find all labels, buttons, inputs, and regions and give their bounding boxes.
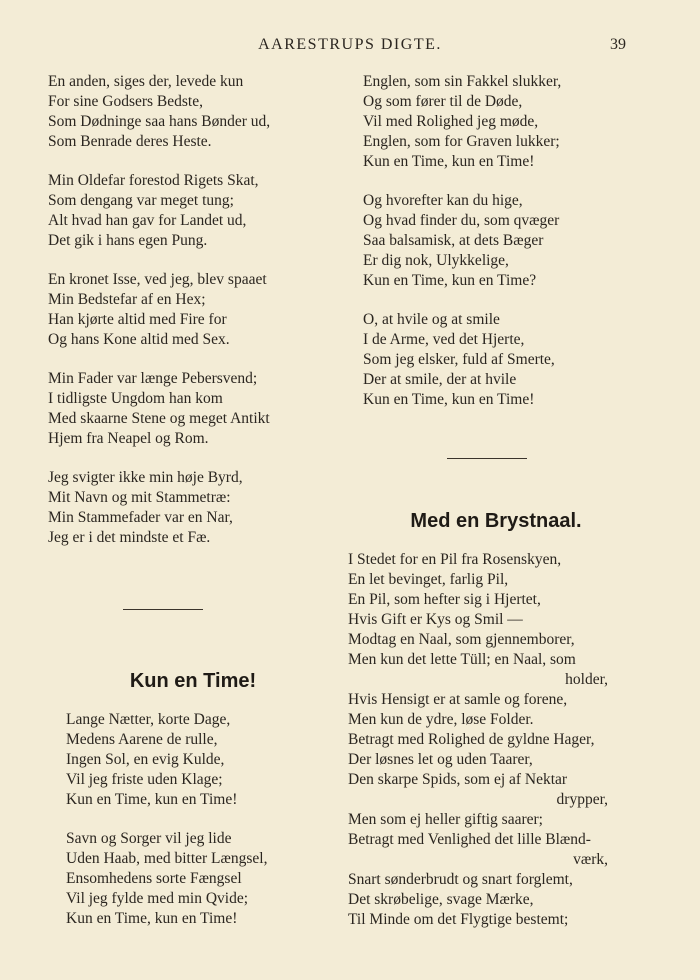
verse-line: Ensomhedens sorte Fængsel (66, 870, 242, 887)
verse-line: En anden, siges der, levede kun (48, 73, 244, 90)
brystnaal-poem (348, 550, 648, 930)
verse-line: Og som fører til de Døde, (363, 93, 523, 110)
page-number: 39 (610, 36, 626, 53)
verse-line: Er dig nok, Ulykkelige, (363, 252, 509, 269)
verse-line: Savn og Sorger vil jeg lide (66, 830, 232, 847)
verse-line: Som Dødninge saa hans Bønder ud, (48, 113, 271, 130)
verse-line: En kronet Isse, ved jeg, blev spaaet (48, 271, 267, 288)
verse-line: Kun en Time, kun en Time! (363, 153, 535, 170)
verse-line: Kun en Time, kun en Time! (66, 791, 238, 808)
verse-line: Hjem fra Neapel og Rom. (48, 430, 209, 447)
verse-line: Saa balsamisk, at dets Bæger (363, 232, 544, 249)
verse-line: Kun en Time, kun en Time! (66, 910, 238, 927)
verse-line: Englen, som for Graven lukker; (363, 133, 560, 150)
verse-line: Min Stammefader var en Nar, (48, 509, 233, 526)
verse-line: Vil jeg friste uden Klage; (66, 771, 223, 788)
verse-line: Kun en Time, kun en Time! (363, 391, 535, 408)
verse-line: Som Benrade deres Heste. (48, 133, 212, 150)
verse-line: Han kjørte altid med Fire for (48, 311, 227, 328)
verse-line: Med skaarne Stene og meget Antikt (48, 410, 270, 427)
verse-line: Kun en Time, kun en Time? (363, 272, 537, 289)
stanza (48, 72, 338, 152)
poem-title-kun-en-time: Kun en Time! (129, 670, 257, 692)
kun-en-time-right (363, 72, 663, 429)
verse-line: I de Arme, ved det Hjerte, (363, 331, 525, 348)
verse-line: Hvis Gift er Kys og Smil — (348, 611, 523, 628)
verse-line: Men som ej heller giftig saarer; (348, 811, 543, 828)
verse-line: Hvis Hensigt er at samle og forene, (348, 691, 568, 708)
stanza (363, 191, 663, 291)
stanza (48, 369, 338, 449)
stanza (363, 72, 663, 172)
stanza (66, 710, 338, 810)
left-poem-continuation (48, 72, 338, 567)
verse-line: Jeg svigter ikke min høje Byrd, (48, 469, 243, 486)
verse-line: Som dengang var meget tung; (48, 192, 234, 209)
verse-line: Betragt med Venlighed det lille Blænd- (348, 831, 591, 848)
verse-line: Og hvorefter kan du hige, (363, 192, 523, 209)
divider-right (447, 458, 527, 459)
verse-line: Der at smile, der at hvile (363, 371, 517, 388)
verse-line-continuation: værk, (573, 851, 608, 868)
divider-left (123, 609, 203, 610)
verse-line: Der løsnes let og uden Taarer, (348, 751, 533, 768)
verse-line: Lange Nætter, korte Dage, (66, 711, 231, 728)
verse-line: Til Minde om det Flygtige bestemt; (348, 911, 569, 928)
verse-line: Uden Haab, med bitter Længsel, (66, 850, 268, 867)
kun-en-time-left (66, 710, 338, 948)
verse-line: Mit Navn og mit Stammetræ: (48, 489, 231, 506)
verse-line: Det skrøbelige, svage Mærke, (348, 891, 534, 908)
verse-line-continuation: holder, (565, 671, 608, 688)
verse-line: Modtag en Naal, som gjennemborer, (348, 631, 575, 648)
verse-line: Snart sønderbrudt og snart forglemt, (348, 871, 573, 888)
verse-line: I tidligste Ungdom han kom (48, 390, 223, 407)
verse-line: Alt hvad han gav for Landet ud, (48, 212, 247, 229)
verse-line: O, at hvile og at smile (363, 311, 500, 328)
stanza (48, 468, 338, 548)
verse-line: Betragt med Rolighed de gyldne Hager, (348, 731, 595, 748)
verse-line: Og hvad finder du, som qvæger (363, 212, 560, 229)
verse-line: Ingen Sol, en evig Kulde, (66, 751, 225, 768)
verse-line: Min Bedstefar af en Hex; (48, 291, 206, 308)
verse-line: Men kun de ydre, løse Folder. (348, 711, 534, 728)
verse-line: Vil med Rolighed jeg møde, (363, 113, 539, 130)
verse-line: Vil jeg fylde med min Qvide; (66, 890, 249, 907)
verse-line: Min Fader var længe Pebersvend; (48, 370, 258, 387)
stanza (48, 171, 338, 251)
verse-line: En Pil, som hefter sig i Hjertet, (348, 591, 541, 608)
verse-line: Min Oldefar forestod Rigets Skat, (48, 172, 259, 189)
poem-title-med-en-brystnaal: Med en Brystnaal. (410, 510, 582, 532)
verse-line: Jeg er i det mindste et Fæ. (48, 529, 211, 546)
verse-line: Men kun det lette Tüll; en Naal, som (348, 651, 576, 668)
verse-line: Og hans Kone altid med Sex. (48, 331, 230, 348)
verse-line: Som jeg elsker, fuld af Smerte, (363, 351, 555, 368)
verse-line: Medens Aarene de rulle, (66, 731, 218, 748)
verse-line: Det gik i hans egen Pung. (48, 232, 208, 249)
verse-line: I Stedet for en Pil fra Rosenskyen, (348, 551, 562, 568)
stanza (66, 829, 338, 929)
stanza (48, 270, 338, 350)
verse-line: En let bevinget, farlig Pil, (348, 571, 509, 588)
running-title: AARESTRUPS DIGTE. (258, 36, 442, 53)
verse-line: For sine Godsers Bedste, (48, 93, 203, 110)
verse-line-continuation: drypper, (556, 791, 608, 808)
page-header (0, 34, 700, 58)
stanza (363, 310, 663, 410)
verse-line: Englen, som sin Fakkel slukker, (363, 73, 562, 90)
verse-line: Den skarpe Spids, som ej af Nektar (348, 771, 568, 788)
